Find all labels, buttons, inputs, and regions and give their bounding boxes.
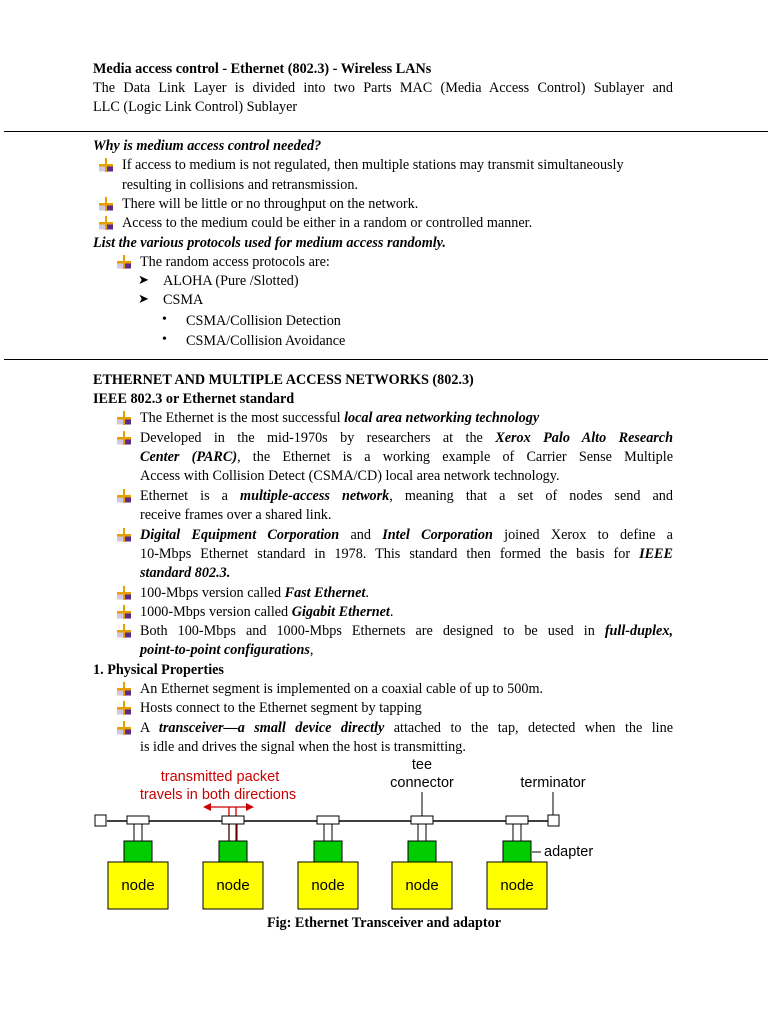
list-item: The Ethernet is the most successful local area networking technology [140, 410, 540, 426]
list-item-continuation: point-to-point configurations, [140, 642, 314, 658]
terminator-label: terminator [520, 775, 586, 791]
list-item: Ethernet is a multiple-access network, meaning that a set of nodes send and [140, 488, 673, 504]
tee-label: connector [390, 775, 454, 791]
node-label: node [121, 877, 155, 894]
list-item-continuation: standard 802.3. [140, 565, 231, 581]
bullet-icon [116, 700, 132, 716]
section-divider [4, 359, 768, 360]
adapter-box [219, 841, 247, 862]
arrow-bullet-icon: ➤ [138, 291, 149, 306]
sub-sub-list-item: CSMA/Collision Avoidance [186, 333, 346, 349]
list-item: Developed in the mid-1970s by researchers at the Xerox Palo Alto Research [140, 430, 673, 446]
node-label: node [500, 877, 534, 894]
list-item: The random access protocols are: [140, 254, 330, 270]
question-heading: List the various protocols used for medium access randomly. [93, 235, 446, 251]
terminator-right [548, 815, 559, 826]
page-title: Media access control - Ethernet (802.3) - Wireless LANs [93, 61, 432, 77]
dot-bullet-icon: • [162, 332, 167, 347]
packet-label: travels in both directions [139, 787, 297, 803]
bullet-icon [98, 157, 114, 173]
sub-list-item: ALOHA (Pure /Slotted) [163, 273, 299, 289]
adapter-label: adapter [544, 844, 594, 860]
list-item: 100-Mbps version called Fast Ethernet. [140, 585, 369, 601]
adapter-box [408, 841, 436, 862]
bullet-icon [98, 196, 114, 212]
sub-sub-list-item: CSMA/Collision Detection [186, 313, 341, 329]
section-heading: 1. Physical Properties [93, 662, 224, 678]
question-heading: Why is medium access control needed? [93, 138, 322, 154]
bullet-icon [116, 681, 132, 697]
section-heading: ETHERNET AND MULTIPLE ACCESS NETWORKS (802.3) [93, 372, 474, 388]
bullet-icon [116, 430, 132, 446]
node-label: node [311, 877, 345, 894]
list-item: Digital Equipment Corporation and Intel Corporation joined Xerox to define a [140, 527, 673, 543]
section-subheading: IEEE 802.3 or Ethernet standard [93, 391, 295, 407]
tee-label: tee [411, 757, 433, 773]
bullet-icon [116, 254, 132, 270]
list-item-continuation: resulting in collisions and retransmission. [122, 177, 359, 193]
bullet-icon [98, 215, 114, 231]
bullet-icon [116, 623, 132, 639]
sub-list-item: CSMA [163, 292, 204, 308]
list-item-continuation: 10-Mbps Ethernet standard in 1978. This standard then formed the basis for IEEE [140, 546, 673, 562]
list-item: 1000-Mbps version called Gigabit Ethernet. [140, 604, 394, 620]
node-label: node [405, 877, 439, 894]
list-item: If access to medium is not regulated, then multiple stations may transmit simultaneously [122, 157, 624, 173]
terminator-left [95, 815, 106, 826]
adapter-box [314, 841, 342, 862]
figure-caption: Fig: Ethernet Transceiver and adaptor [266, 915, 502, 931]
arrow-left-icon [203, 803, 211, 811]
arrow-bullet-icon: ➤ [138, 272, 149, 287]
dot-bullet-icon: • [162, 312, 167, 327]
list-item: A transceiver—a small device directly attached to the tap, detected when the line [140, 720, 673, 736]
bullet-icon [116, 527, 132, 543]
tee-connector [317, 816, 339, 824]
intro-line-2: LLC (Logic Link Control) Sublayer [93, 99, 298, 115]
list-item-continuation: receive frames over a shared link. [140, 507, 332, 523]
intro-line-1: The Data Link Layer is divided into two Parts MAC (Media Access Control) Sublayer and [93, 80, 673, 96]
bullet-icon [116, 720, 132, 736]
bullet-icon [116, 410, 132, 426]
list-item: Hosts connect to the Ethernet segment by tapping [140, 700, 422, 716]
list-item: Access to the medium could be either in a random or controlled manner. [122, 215, 533, 231]
list-item: An Ethernet segment is implemented on a coaxial cable of up to 500m. [140, 681, 544, 697]
tee-connector [506, 816, 528, 824]
packet-label: transmitted packet [160, 769, 280, 785]
tee-connector [222, 816, 244, 824]
adapter-box [124, 841, 152, 862]
list-item-continuation: Center (PARC), the Ethernet is a working example of Carrier Sense Multiple [140, 449, 673, 465]
node-label: node [216, 877, 250, 894]
adapter-box [503, 841, 531, 862]
tee-connector [411, 816, 433, 824]
list-item: There will be little or no throughput on the network. [122, 196, 419, 212]
bullet-icon [116, 585, 132, 601]
list-item: Both 100-Mbps and 1000-Mbps Ethernets are designed to be used in full-duplex, [140, 623, 673, 639]
tee-connector [127, 816, 149, 824]
arrow-right-icon [246, 803, 254, 811]
list-item-continuation: Access with Collision Detect (CSMA/CD) local area network technology. [140, 468, 560, 484]
bullet-icon [116, 488, 132, 504]
section-divider [4, 131, 768, 132]
bullet-icon [116, 604, 132, 620]
list-item-continuation: is idle and drives the signal when the host is transmitting. [140, 739, 466, 755]
